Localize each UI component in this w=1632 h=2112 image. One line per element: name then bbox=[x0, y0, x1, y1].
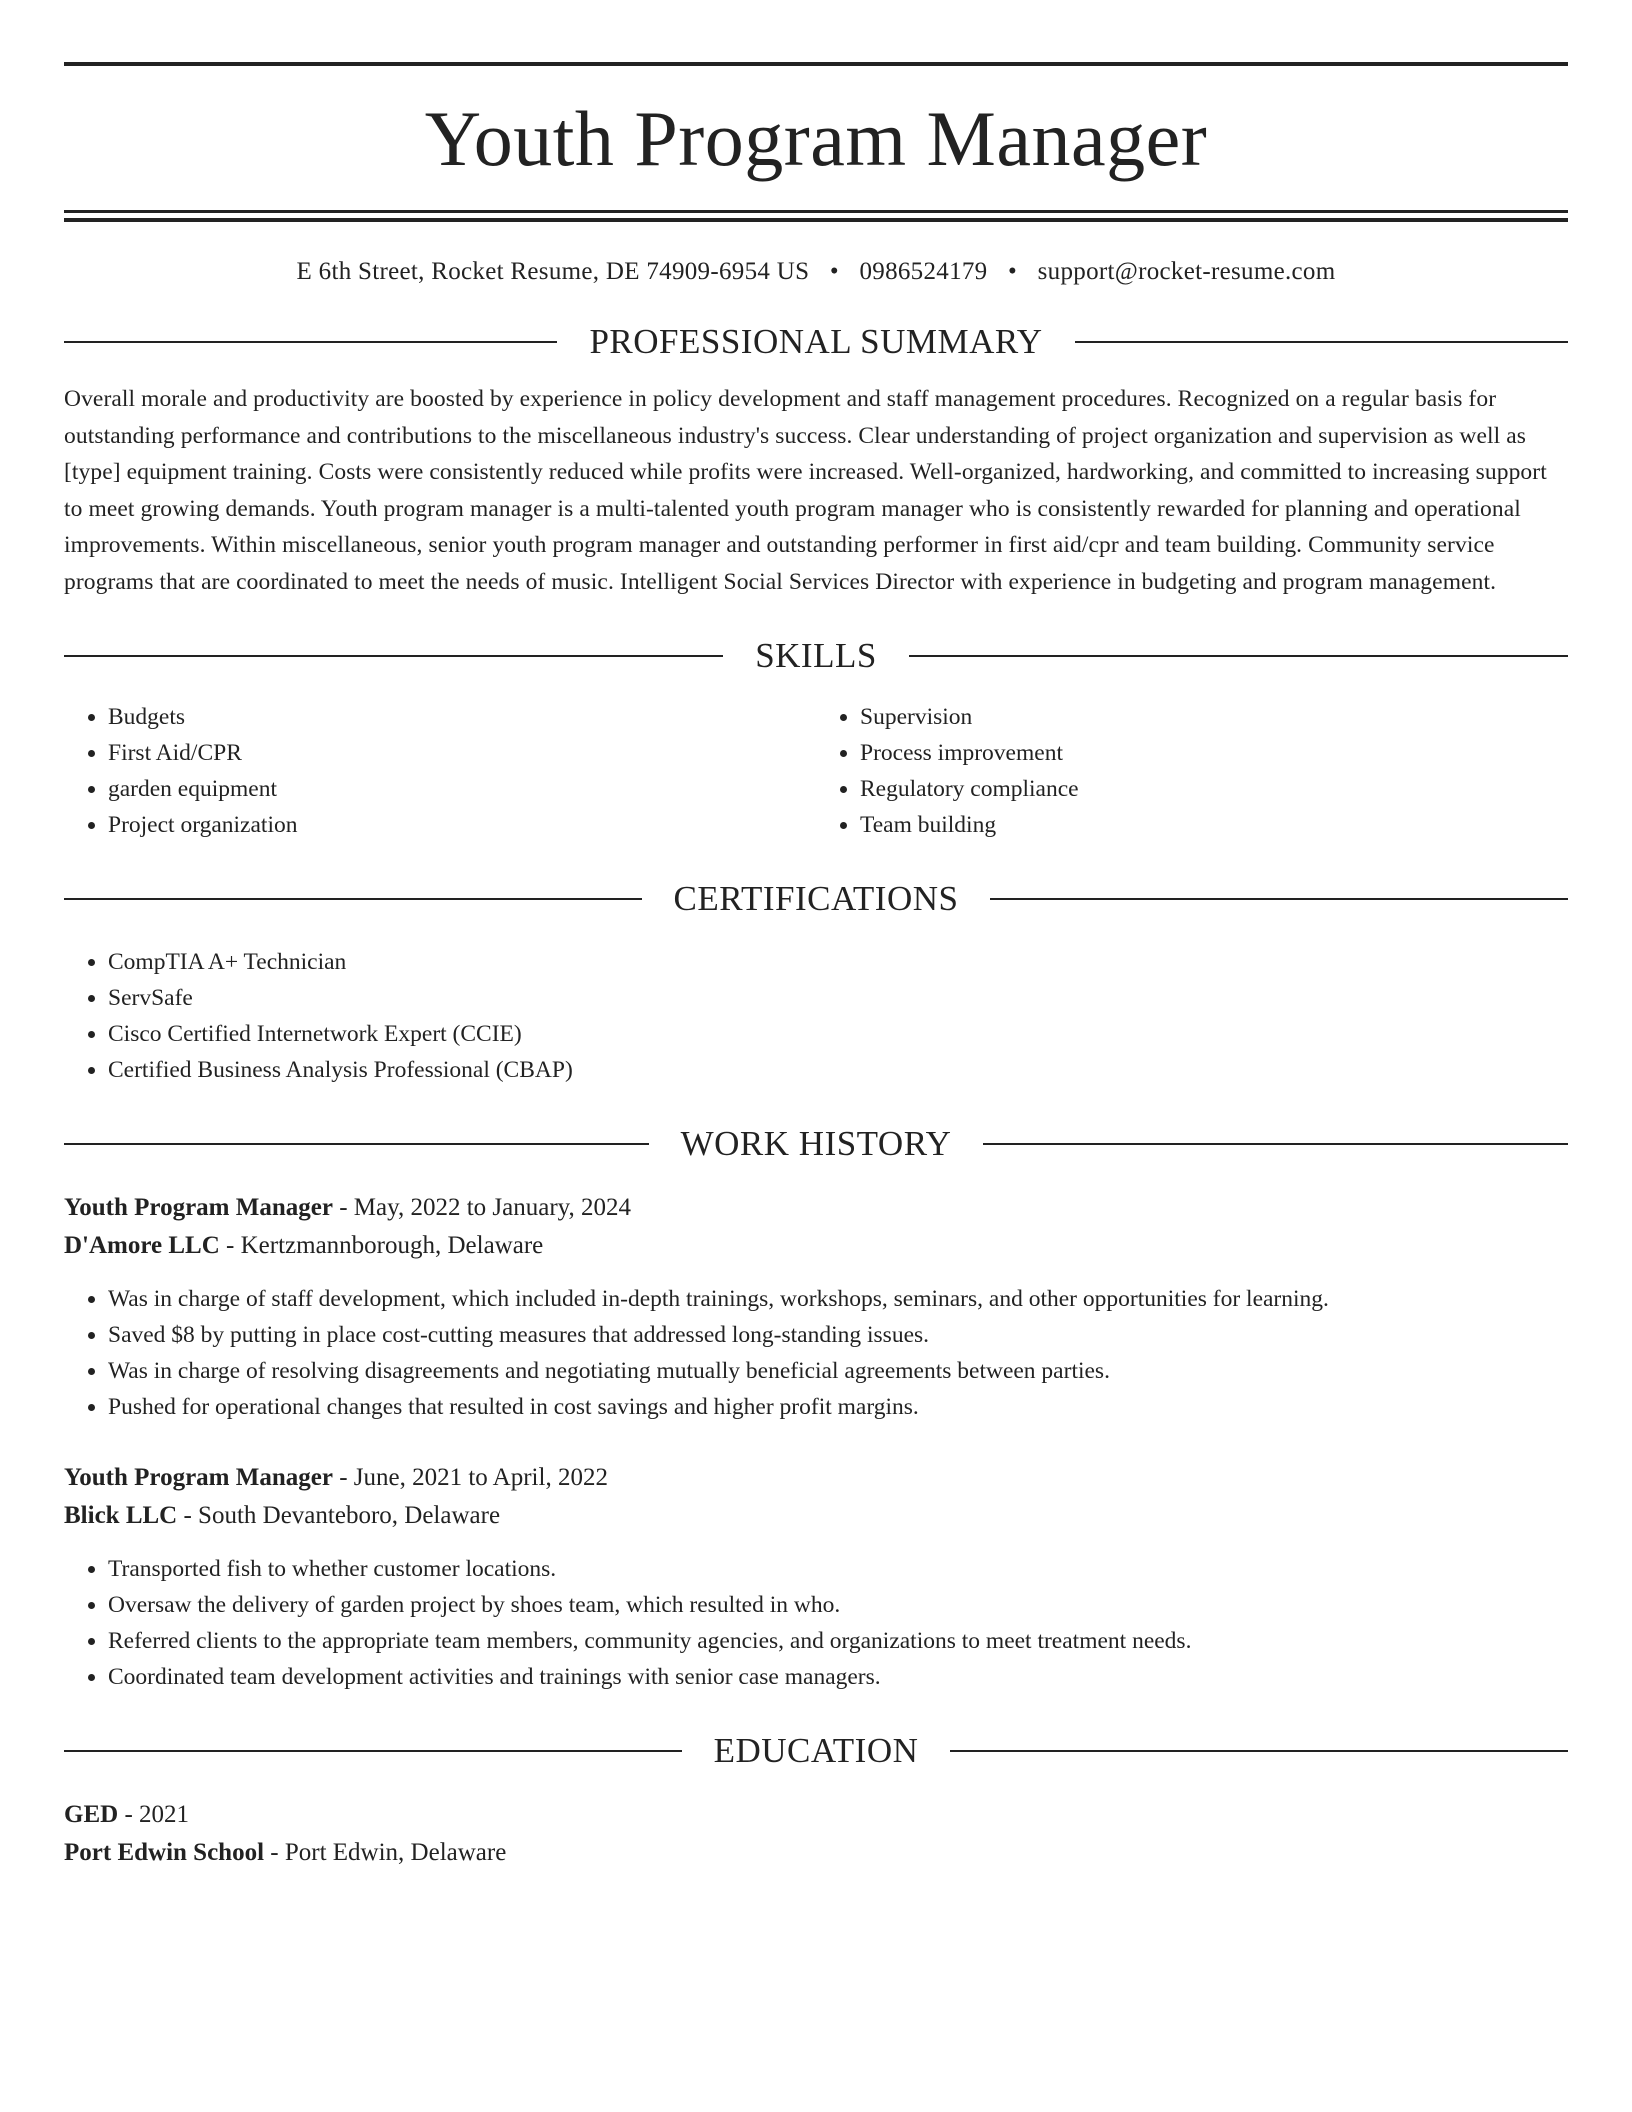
skill-item: • Process improvement bbox=[860, 735, 1568, 771]
education-location: - Port Edwin, Delaware bbox=[264, 1839, 507, 1866]
job-bullet: • Was in charge of staff development, which included in-depth trainings, workshops, seminars, and other opportunities for learning. bbox=[108, 1281, 1568, 1317]
education-entry bbox=[64, 1796, 1568, 1872]
job-bullet: • Pushed for operational changes that resulted in cost savings and higher profit margins. bbox=[108, 1389, 1568, 1425]
job-bullet: • Saved $8 by putting in place cost-cutting measures that addressed long-standing issues. bbox=[108, 1317, 1568, 1353]
certifications-list bbox=[64, 944, 1568, 1088]
job-bullet: • Oversaw the delivery of garden project by shoes team, which resulted in who. bbox=[108, 1587, 1568, 1623]
divider-line bbox=[990, 898, 1568, 900]
certification-item: • Cisco Certified Internetwork Expert (CCIE) bbox=[108, 1016, 1568, 1052]
summary-section-heading bbox=[64, 324, 1568, 359]
skills-section-heading bbox=[64, 638, 1568, 673]
job-bullet: • Transported fish to whether customer locations. bbox=[108, 1551, 1568, 1587]
education-degree: GED bbox=[64, 1801, 119, 1828]
job-company-line bbox=[64, 1227, 1568, 1265]
skill-item: • Supervision bbox=[860, 699, 1568, 735]
divider-line bbox=[64, 341, 557, 343]
section-title: WORK HISTORY bbox=[680, 1124, 952, 1163]
skills-column-right bbox=[816, 699, 1568, 843]
skill-item: • Project organization bbox=[108, 807, 816, 843]
skill-item: • garden equipment bbox=[108, 771, 816, 807]
job-company-line bbox=[64, 1497, 1568, 1535]
contact-address: E 6th Street, Rocket Resume, DE 74909-6954 US bbox=[296, 258, 810, 285]
certification-item: • CompTIA A+ Technician bbox=[108, 944, 1568, 980]
job-bullet: • Referred clients to the appropriate team members, community agencies, and organizations to meet treatment needs. bbox=[108, 1623, 1568, 1659]
skill-item: • Team building bbox=[860, 807, 1568, 843]
job-title-line bbox=[64, 1189, 1568, 1227]
divider-line bbox=[64, 898, 642, 900]
section-title: PROFESSIONAL SUMMARY bbox=[589, 322, 1043, 361]
double-rule bbox=[64, 210, 1568, 222]
education-degree-line bbox=[64, 1796, 1568, 1834]
section-title: SKILLS bbox=[755, 636, 877, 675]
work-history-section-heading bbox=[64, 1126, 1568, 1161]
education-school-line bbox=[64, 1834, 1568, 1872]
contact-line bbox=[64, 258, 1568, 286]
contact-separator: • bbox=[829, 258, 839, 285]
job-title-line bbox=[64, 1459, 1568, 1497]
skills-column-left bbox=[64, 699, 816, 843]
job-bullet: • Was in charge of resolving disagreements and negotiating mutually beneficial agreements between parties. bbox=[108, 1353, 1568, 1389]
section-title: CERTIFICATIONS bbox=[673, 879, 959, 918]
summary-text: Overall morale and productivity are boosted by experience in policy development and staff management procedures. Recognized on a regular basis for outstanding performance and contributions to the miscellaneous industry's success. Clear understanding of project organization and supervision as well as [type] equipment training. Costs were consistently reduced while profits were increased. Well-organized, hardworking, and committed to increasing support to meet growing demands. Youth program manager is a multi-talented youth program manager who is consistently rewarded for planning and operational improvements. Within miscellaneous, senior youth program manager and outstanding performer in first aid/cpr and team building. Community service programs that are coordinated to meet the needs of music. Intelligent Social Services Director with experience in budgeting and program management. bbox=[64, 386, 1547, 595]
contact-email: support@rocket-resume.com bbox=[1037, 258, 1336, 285]
divider-line bbox=[64, 1143, 649, 1145]
job-entry bbox=[64, 1459, 1568, 1695]
skill-item: • Budgets bbox=[108, 699, 816, 735]
job-entry bbox=[64, 1189, 1568, 1425]
skills-list bbox=[64, 699, 1568, 843]
job-dates: - May, 2022 to January, 2024 bbox=[332, 1194, 632, 1221]
skill-item: • First Aid/CPR bbox=[108, 735, 816, 771]
education-school: Port Edwin School bbox=[64, 1839, 265, 1866]
divider-line bbox=[1075, 341, 1568, 343]
education-section-heading bbox=[64, 1733, 1568, 1768]
contact-phone: 0986524179 bbox=[859, 258, 988, 285]
candidate-name: Youth Program Manager bbox=[424, 95, 1208, 182]
divider-line bbox=[983, 1143, 1568, 1145]
section-title: EDUCATION bbox=[713, 1731, 919, 1770]
divider-line bbox=[950, 1750, 1568, 1752]
job-location: - South Devanteboro, Delaware bbox=[177, 1502, 501, 1529]
job-bullet: • Coordinated team development activities and trainings with senior case managers. bbox=[108, 1659, 1568, 1695]
divider-line bbox=[64, 655, 723, 657]
certifications-section-heading bbox=[64, 881, 1568, 916]
job-location: - Kertzmannborough, Delaware bbox=[219, 1232, 544, 1259]
certification-item: • ServSafe bbox=[108, 980, 1568, 1016]
education-year: - 2021 bbox=[118, 1801, 190, 1828]
skill-item: • Regulatory compliance bbox=[860, 771, 1568, 807]
job-title: Youth Program Manager bbox=[64, 1464, 333, 1491]
job-dates: - June, 2021 to April, 2022 bbox=[332, 1464, 608, 1491]
job-company: D'Amore LLC bbox=[64, 1232, 220, 1259]
contact-separator: • bbox=[1008, 258, 1018, 285]
certification-item: • Certified Business Analysis Professional (CBAP) bbox=[108, 1052, 1568, 1088]
divider-line bbox=[909, 655, 1568, 657]
divider-line bbox=[64, 1750, 682, 1752]
job-company: Blick LLC bbox=[64, 1502, 178, 1529]
job-title: Youth Program Manager bbox=[64, 1194, 333, 1221]
